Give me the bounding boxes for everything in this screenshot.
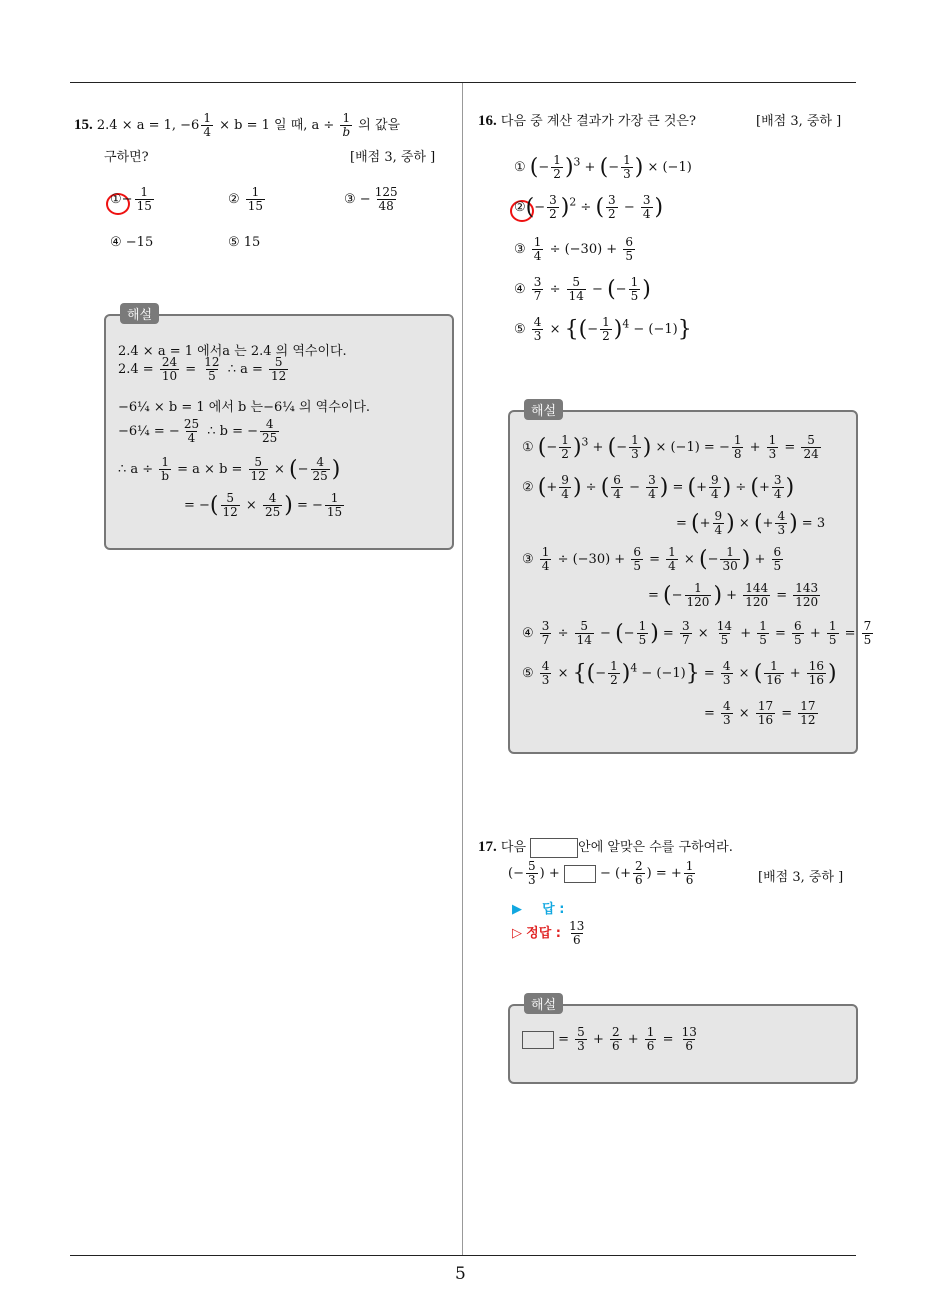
q16-option-1[interactable]: ① (− $\frac{1}{2}$ )$^3$ + (− $\frac{1}{3}$ ) × (−1) bbox=[514, 153, 692, 181]
q15-points: [배점 3, 중하 ] bbox=[350, 150, 436, 165]
q15-sol-line5: ∴ a ÷ $\frac{1}{b}$ = a × b = $\frac{5}{12}$ × (− $\frac{4}{25}$ ) bbox=[118, 455, 341, 483]
q17-correct-value: $\frac{13}{6}$ bbox=[569, 919, 585, 947]
q17-points: [배점 3, 중하 ] bbox=[758, 870, 844, 885]
q16-sol-4: ④ $\frac{3}{7}$ ÷ $\frac{5}{14}$ − (− $\frac{1}{5}$ ) = $\frac{3}{7}$ × $\frac{14}{5}$ + $\frac{1}{5}$ = $\frac{6}{5}$ + $\frac{1}{5}$ = $\frac{7}{5}$ bbox=[522, 619, 872, 647]
q15-number: 15. bbox=[74, 117, 93, 133]
q17-solution-tag: 해설 bbox=[524, 993, 563, 1014]
q15-sol-line2: 2.4 = $\frac{24}{10}$ = $\frac{12}{5}$ ∴ a = $\frac{5}{12}$ bbox=[118, 355, 287, 383]
play-icon: ▶ bbox=[512, 902, 522, 917]
q15-stem-line2: 구하면? bbox=[104, 150, 149, 165]
q16-option-4[interactable]: ④ $\frac{3}{7}$ ÷ $\frac{5}{14}$ − (− $\frac{1}{5}$ ) bbox=[514, 275, 651, 303]
q15-sol-line4: −6¼ = − $\frac{25}{4}$ ∴ b = − $\frac{4}{25}$ bbox=[118, 417, 278, 445]
q16-option-2[interactable]: ②(− $\frac{3}{2}$ )$^2$ ÷ ( $\frac{3}{2}$ − $\frac{3}{4}$ ) bbox=[514, 193, 664, 221]
q17-answer-row bbox=[512, 898, 564, 917]
outline-play-icon: ▷ bbox=[512, 926, 522, 941]
q15-sol-line6: = −( $\frac{5}{12}$ × $\frac{4}{25}$ ) = − $\frac{1}{15}$ bbox=[184, 491, 343, 519]
q15-option-1[interactable]: ①− $\frac{1}{15}$ bbox=[110, 185, 152, 213]
column-divider bbox=[462, 83, 463, 1255]
q17-solution-blank bbox=[522, 1031, 554, 1049]
q17-stem: 17. 다음 안에 알맞은 수를 구하여라. bbox=[478, 836, 733, 858]
q17-equation: (− $\frac{5}{3}$ ) + − (+ $\frac{2}{6}$ ) = + $\frac{1}{6}$ bbox=[508, 859, 694, 887]
q15-option-5[interactable]: ⑤ 15 bbox=[228, 235, 261, 250]
q16-solution-tag: 해설 bbox=[524, 399, 563, 420]
q17-sol-1: = $\frac{5}{3}$ + $\frac{2}{6}$ + $\frac{1}{6}$ = $\frac{13}{6}$ bbox=[522, 1026, 701, 1053]
top-rule bbox=[70, 82, 856, 83]
q17-answer-label: 답 : bbox=[542, 902, 565, 917]
q16-sol-2a: ② (+ $\frac{9}{4}$ ) ÷ ( $\frac{6}{4}$ − $\frac{3}{4}$ ) = (+ $\frac{9}{4}$ ) ÷ (+ $\frac{3}{4}$ ) bbox=[522, 473, 795, 501]
q16-option-5[interactable]: ⑤ $\frac{4}{3}$ × {(− $\frac{1}{2}$ )$^4$ − (−1)} bbox=[514, 315, 692, 343]
page-number: 5 bbox=[455, 1264, 466, 1284]
q16-sol-1: ① (− $\frac{1}{2}$ )$^3$ + (− $\frac{1}{3}$ ) × (−1) = − $\frac{1}{8}$ + $\frac{1}{3}$ = $\frac{5}{24}$ bbox=[522, 433, 819, 461]
q15-stem: 15. 2.4 × a = 1, −6 $\frac{1}{4}$ × b = 1 일 때, a ÷ $\frac{1}{b}$ 의 값을 bbox=[74, 111, 401, 139]
q15-option-4[interactable]: ④ −15 bbox=[110, 235, 154, 250]
q15-option-3[interactable]: ③ − $\frac{125}{48}$ bbox=[344, 185, 398, 213]
q16-sol-2b: = (+ $\frac{9}{4}$ ) × (+ $\frac{4}{3}$ ) = 3 bbox=[676, 509, 826, 537]
q16-option-3[interactable]: ③ $\frac{1}{4}$ ÷ (−30) + $\frac{6}{5}$ bbox=[514, 235, 633, 263]
q15-solution-tag: 해설 bbox=[120, 303, 159, 324]
q15-option-2[interactable]: ② $\frac{1}{15}$ bbox=[228, 185, 264, 213]
q15-sol-line3: −6¼ × b = 1 에서 b 는−6¼ 의 역수이다. bbox=[118, 400, 371, 415]
q15-sol-line1: 2.4 × a = 1 에서a 는 2.4 의 역수이다. bbox=[118, 344, 347, 359]
q17-blank-box bbox=[530, 838, 578, 858]
q16-sol-5a: ⑤ $\frac{4}{3}$ × {(− $\frac{1}{2}$ )$^4$ − (−1)} = $\frac{4}{3}$ × ( $\frac{1}{16}$ + $\frac{16}{16}$ ) bbox=[522, 659, 837, 687]
q17-correct-row bbox=[512, 920, 588, 947]
q17-inline-blank bbox=[564, 865, 596, 883]
q17-correct-label: 정답 : bbox=[526, 926, 561, 941]
bottom-rule bbox=[70, 1255, 856, 1256]
q16-points: [배점 3, 중하 ] bbox=[756, 114, 842, 129]
q16-stem: 16. 다음 중 계산 결과가 가장 큰 것은? bbox=[478, 113, 696, 129]
q16-sol-5b: = $\frac{4}{3}$ × $\frac{17}{16}$ = $\frac{17}{12}$ bbox=[704, 699, 816, 727]
q16-sol-3b: = (− $\frac{1}{120}$ ) + $\frac{144}{120}$ = $\frac{143}{120}$ bbox=[648, 581, 819, 609]
q16-sol-3a: ③ $\frac{1}{4}$ ÷ (−30) + $\frac{6}{5}$ = $\frac{1}{4}$ × (− $\frac{1}{30}$ ) + $\frac{6}{5}$ bbox=[522, 545, 782, 573]
